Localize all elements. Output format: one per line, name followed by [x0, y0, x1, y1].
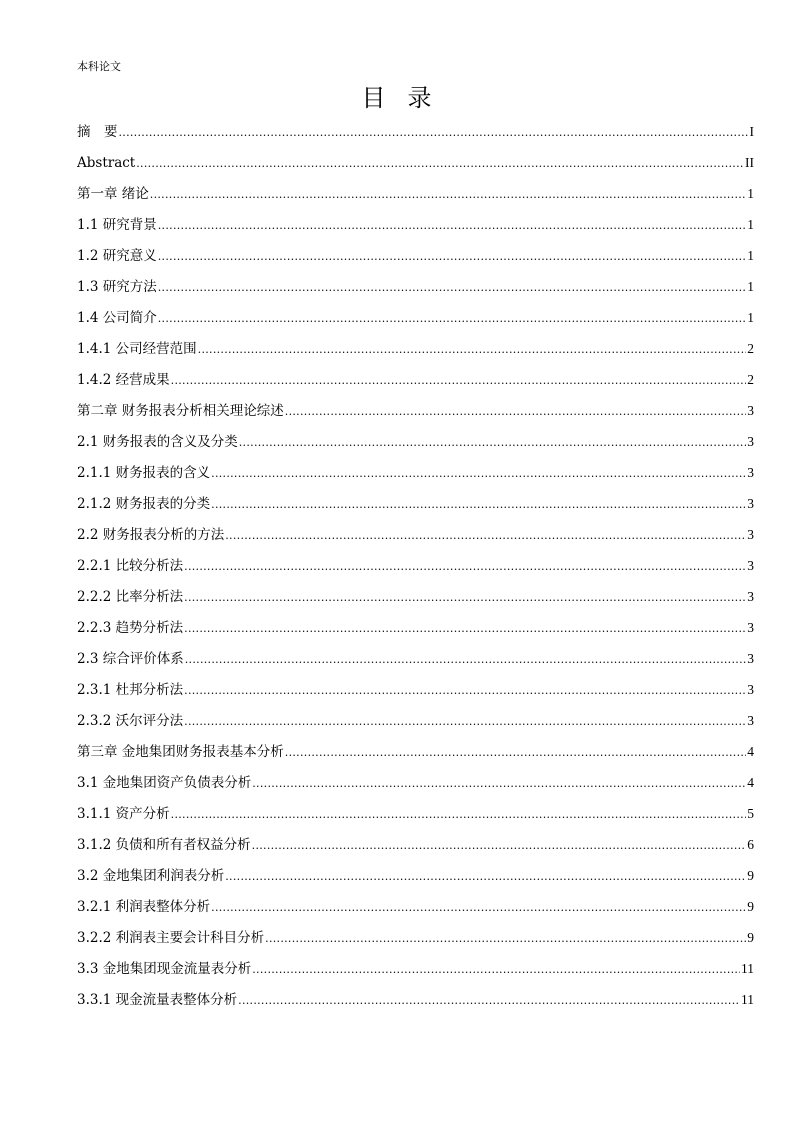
dot-leader [158, 307, 746, 330]
dot-leader [158, 245, 746, 268]
toc-entry-label: 2.3.1 杜邦分析法 [77, 682, 184, 698]
toc-entry-page: 1 [747, 186, 754, 201]
toc-entry[interactable] [77, 182, 754, 213]
dot-leader [158, 276, 746, 299]
toc-entry[interactable] [77, 709, 754, 740]
toc-entry-page: 11 [741, 992, 754, 1007]
toc-entry-label: 2.1 财务报表的含义及分类 [77, 434, 238, 450]
toc-title: 目录 [361, 84, 454, 112]
toc-entry-label: 2.3 综合评价体系 [77, 651, 184, 667]
toc-entry-label: 3.2 金地集团利润表分析 [77, 868, 225, 884]
toc-entry-label: 2.1.1 财务报表的含义 [77, 465, 211, 481]
toc-entry-page: II [745, 155, 754, 170]
toc-entry-label: 3.3 金地集团现金流量表分析 [77, 961, 252, 977]
dot-leader [184, 617, 746, 640]
toc-entry[interactable] [77, 337, 754, 368]
toc-entry-page: 2 [747, 341, 754, 356]
dot-leader [211, 896, 746, 919]
toc-entry[interactable] [77, 430, 754, 461]
dot-leader [184, 555, 746, 578]
dot-leader [184, 586, 746, 609]
toc-entry[interactable] [77, 616, 754, 647]
dot-leader [238, 989, 740, 1012]
toc-entry[interactable] [77, 523, 754, 554]
dot-leader [158, 214, 746, 237]
toc-entry-label: 2.2 财务报表分析的方法 [77, 527, 225, 543]
toc-entry-page: 9 [747, 868, 754, 883]
toc-entry[interactable] [77, 833, 754, 864]
dot-leader [211, 493, 746, 516]
dot-leader [184, 710, 746, 733]
toc-entry[interactable] [77, 399, 754, 430]
toc-entry-label: 第三章 金地集团财务报表基本分析 [77, 744, 284, 760]
dot-leader [171, 803, 747, 826]
toc-entry[interactable] [77, 120, 754, 151]
toc-entry-label: 3.1.1 资产分析 [77, 806, 170, 822]
toc-entry[interactable] [77, 771, 754, 802]
toc-entry-page: 4 [747, 775, 754, 790]
dot-leader [252, 958, 740, 981]
toc-entry-label: 1.1 研究背景 [77, 217, 157, 233]
toc-entry-label: 3.2.1 利润表整体分析 [77, 899, 211, 915]
toc-entry-page: 9 [747, 899, 754, 914]
toc-entry[interactable] [77, 740, 754, 771]
toc-entry-label: 2.1.2 财务报表的分类 [77, 496, 211, 512]
toc-entry-page: 1 [747, 248, 754, 263]
toc-entry-page: 4 [747, 744, 754, 759]
toc-entry-page: 9 [747, 930, 754, 945]
toc-entry[interactable] [77, 585, 754, 616]
dot-leader [184, 679, 746, 702]
dot-leader [285, 400, 746, 423]
toc-entry-page: 1 [747, 279, 754, 294]
toc-entry-label: 2.2.1 比较分析法 [77, 558, 184, 574]
toc-entry-page: 3 [747, 496, 754, 511]
toc-entry-page: 5 [747, 806, 754, 821]
toc-entry[interactable] [77, 957, 754, 988]
toc-entry-label: 1.4.1 公司经营范围 [77, 341, 197, 357]
dot-leader [136, 152, 744, 175]
toc-entry[interactable] [77, 151, 754, 182]
toc-entry[interactable] [77, 368, 754, 399]
toc-entry[interactable] [77, 647, 754, 678]
toc-entry[interactable] [77, 895, 754, 926]
dot-leader [225, 524, 746, 547]
toc-entry-label: 1.4.2 经营成果 [77, 372, 170, 388]
dot-leader [252, 772, 746, 795]
toc-entry-page: 3 [747, 713, 754, 728]
toc-entry-label: 第二章 财务报表分析相关理论综述 [77, 403, 284, 419]
toc-entry-page: 3 [747, 651, 754, 666]
dot-leader [185, 648, 746, 671]
toc-entry-page: 3 [747, 558, 754, 573]
dot-leader [285, 741, 746, 764]
dot-leader [252, 834, 747, 857]
toc-entry-label: 2.2.2 比率分析法 [77, 589, 184, 605]
toc-entry-label: 3.1 金地集团资产负债表分析 [77, 775, 252, 791]
toc-entry[interactable] [77, 926, 754, 957]
toc-entry[interactable] [77, 678, 754, 709]
table-of-contents [77, 120, 754, 1019]
toc-entry[interactable] [77, 864, 754, 895]
dot-leader [265, 927, 746, 950]
toc-entry-label: Abstract [77, 155, 136, 171]
toc-entry-page: 3 [747, 620, 754, 635]
toc-entry-page: 3 [747, 682, 754, 697]
running-header: 本科论文 [77, 60, 121, 73]
toc-entry-label: 3.3.1 现金流量表整体分析 [77, 992, 238, 1008]
toc-entry[interactable] [77, 492, 754, 523]
toc-entry[interactable] [77, 554, 754, 585]
toc-entry-page: 3 [747, 589, 754, 604]
toc-entry-label: 2.2.3 趋势分析法 [77, 620, 184, 636]
dot-leader [211, 462, 746, 485]
toc-entry-label: 摘 要 [77, 124, 118, 140]
toc-entry-label: 1.3 研究方法 [77, 279, 157, 295]
toc-entry-label: 3.1.2 负债和所有者权益分析 [77, 837, 251, 853]
toc-entry-page: 11 [741, 961, 754, 976]
toc-entry[interactable] [77, 244, 754, 275]
toc-entry-label: 3.2.2 利润表主要会计科目分析 [77, 930, 265, 946]
toc-entry-label: 1.4 公司简介 [77, 310, 157, 326]
toc-entry[interactable] [77, 275, 754, 306]
toc-entry-page: 3 [747, 465, 754, 480]
toc-entry-label: 1.2 研究意义 [77, 248, 157, 264]
toc-entry-page: 2 [747, 372, 754, 387]
toc-entry-page: 1 [747, 310, 754, 325]
dot-leader [225, 865, 746, 888]
toc-entry[interactable] [77, 802, 754, 833]
dot-leader [171, 369, 747, 392]
dot-leader [239, 431, 746, 454]
toc-entry-page: 1 [747, 217, 754, 232]
toc-entry-label: 第一章 绪论 [77, 186, 149, 202]
dot-leader [198, 338, 747, 361]
toc-entry-page: I [749, 124, 754, 139]
toc-entry[interactable] [77, 306, 754, 337]
toc-entry-page: 3 [747, 434, 754, 449]
toc-entry[interactable] [77, 461, 754, 492]
toc-entry-page: 3 [747, 403, 754, 418]
toc-entry[interactable] [77, 213, 754, 244]
toc-entry-page: 3 [747, 527, 754, 542]
toc-entry-page: 6 [747, 837, 754, 852]
dot-leader [119, 121, 749, 144]
dot-leader [150, 183, 746, 206]
toc-entry-label: 2.3.2 沃尔评分法 [77, 713, 184, 729]
toc-entry[interactable] [77, 988, 754, 1019]
